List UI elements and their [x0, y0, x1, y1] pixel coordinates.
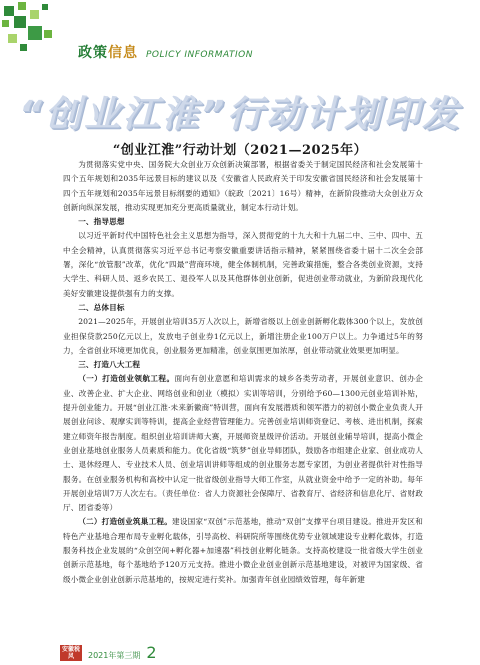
headline: “创业江淮”行动计划印发	[18, 94, 462, 135]
section-heading: 一、指导思想	[78, 217, 125, 227]
paragraph	[63, 515, 423, 586]
corner-decoration	[0, 0, 70, 62]
paragraph: 2021—2025年，开展创业培训35万人次以上，新增省级以上创业创新孵化载体300个以上，发放创业担保贷款250亿元以上，发放电子创业券1亿元以上，新增注册企业100万户以上。力争通过5年的努力，全省创业环境更加优良，创业服务更加精准，创业氛围更加浓厚，创业带动就业效果更加明显。	[63, 317, 423, 355]
section-name-en: POLICY INFORMATION	[146, 50, 253, 60]
document-title: “创业江淮”行动计划（2021—2025年）	[112, 143, 368, 158]
paragraph-lead: （二）打造创业筑巢工程。	[78, 517, 173, 527]
paragraph-text: 建设国家“双创”示范基地，推动“双创”支撑平台项目建设。推进开发区和特色产业基地合理布局专业孵化载体，引导高校、科研院所等围绕优势专业领域建设专业孵化载体，打造服务科技企业发展的“众创空间+孵化器+加速器”科技创业孵化链条。支持高校建设一批省级大学生创业创新示范基地，每个基地给予120万元支持。推进小微企业创业创新示范基地建设，对被评为国家级、省级小微企业创业创新示范基地的，按规定进行奖补。加强青年创业园绩效管理，每年新建	[63, 517, 423, 584]
page-footer	[60, 645, 157, 661]
issue-label: 2021年第三期	[88, 651, 141, 660]
section-heading: 二、总体目标	[78, 302, 125, 312]
paragraph	[63, 372, 423, 515]
paragraph-lead: （一）打造创业领航工程。	[78, 374, 175, 384]
paragraph: 以习近平新时代中国特色社会主义思想为指导，深入贯彻党的十九大和十九届二中、三中、四中、五中全会精神，认真贯彻落实习近平总书记考察安徽重要讲话指示精神，紧紧围绕省委十届十二次全会部署，深化“放管服”改革，优化“四最”营商环境，健全体制机制，完善政策措施，整合各类创业资源，支持大学生、科研人员、返乡农民工、退役军人以及其他群体创业创新，促进创业带动就业，为新阶段现代化美好安徽建设提供强有力的支撑。	[63, 231, 423, 298]
section-name: 政策信息	[78, 45, 138, 61]
magazine-tag: 安徽税风	[62, 646, 81, 660]
intro-paragraph: 为贯彻落实党中央、国务院大众创业万众创新决策部署，根据省委关于制定国民经济和社会发展第十四个五年规划和2035年远景目标的建议以及《安徽省人民政府关于印发安徽省国民经济和社会发展第十四个五年规划和2035年远景目标纲要的通知》（皖政〔2021〕16号）精神，在新阶段推动大众创业万众创新向纵深发展，推动实现更加充分更高质量就业，制定本行动计划。	[63, 160, 423, 212]
article-body	[63, 158, 423, 587]
paragraph-text: 面向有创业意愿和培训需求的城乡各类劳动者，开展创业意识、创办企业、改善企业、扩大企业、网络创业和创业（模拟）实训等培训，分别给予60—1300元创业培训补贴，提升创业能力。开展“创业江淮·未来新徽商”特训营，面向有发展潜质和领军潜力的初创小微企业负责人开展创业问诊、观摩实训等特训，提高企业经营管理能力。完善创业培训师资登记、考核、进出机制，探索建立师资年报告制度。组织创业培训讲师大赛，开展师资星级评价活动。开展创业辅导培训，提高小微企业创业基地创业服务人员素质和能力。优化省级“筑梦”创业导师团队，鼓励各市组建企业家、创业成功人士、退休经理人、专业技术人员、创业培训讲师等组成的创业服务志愿专家团，为创业者提供针对性指导服务。在创业服务机构和高校中认定一批省级创业指导大师工作室，从就业资金中给予一定的补助。每年开展创业培训7万人次左右。（责任单位：省人力资源社会保障厅、省教育厅、省经济和信息化厅、省财政厅、团省委等）	[63, 374, 423, 513]
page-number: 2	[146, 643, 157, 662]
section-header	[78, 42, 253, 60]
section-heading: 三、打造八大工程	[78, 360, 141, 370]
